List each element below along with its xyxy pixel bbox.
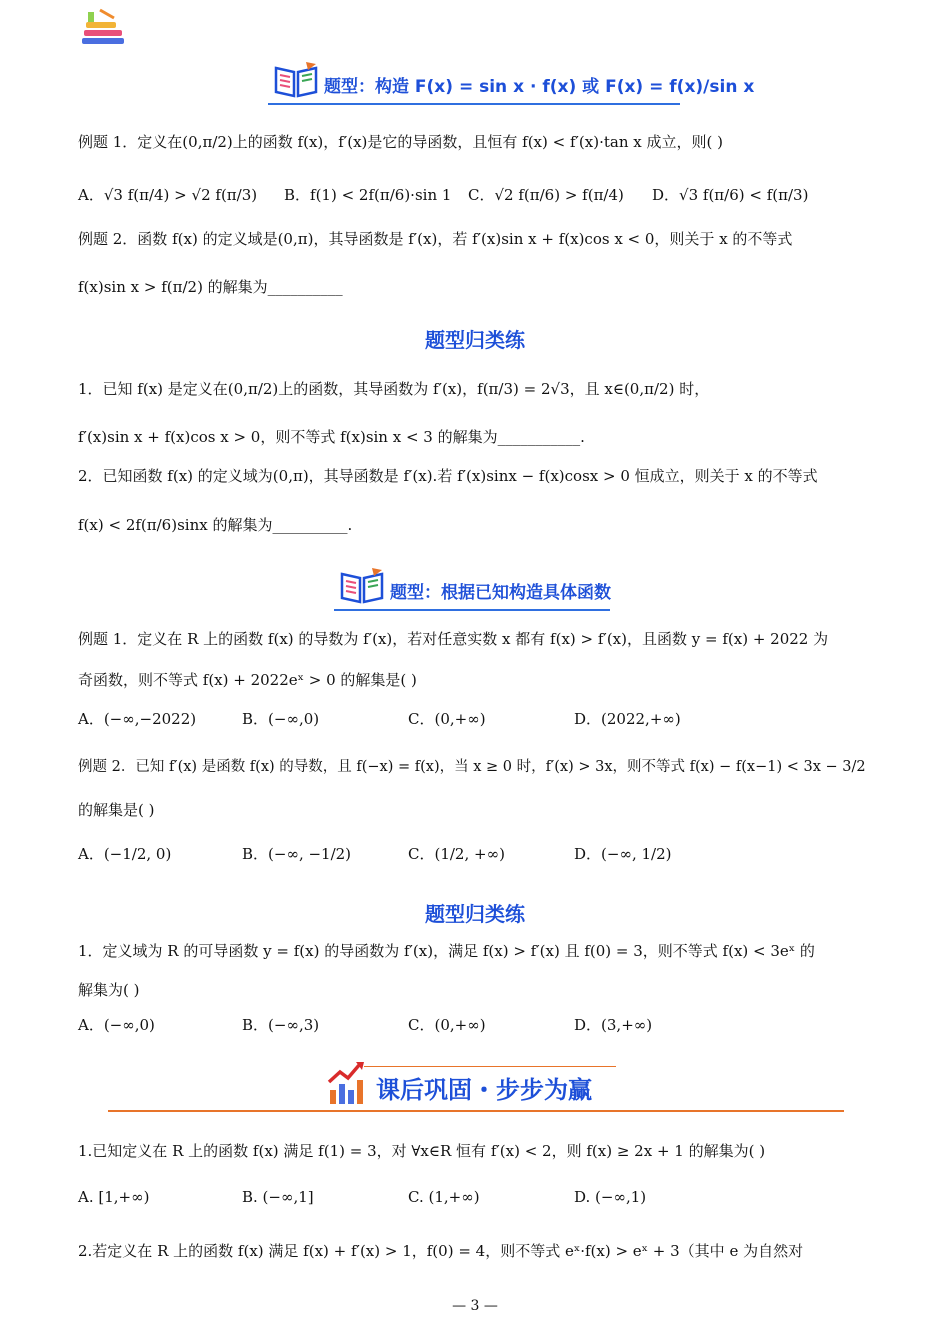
section1-title: 题型：构造 F(x) = sin x · f(x) 或 F(x) = f(x)/sin x: [324, 77, 755, 97]
practice1-q2-line1: 2．已知函数 f(x) 的定义域为(0,π)，其导函数是 f′(x).若 f′(x)sinx − f(x)cosx > 0 恒成立，则关于 x 的不等式: [78, 467, 818, 485]
practice2-q1-line2: 解集为( ): [78, 981, 140, 999]
section2-example2-option-a: A．(−1/2, 0): [78, 845, 172, 863]
section2-example1-line2: 奇函数，则不等式 f(x) + 2022eˣ > 0 的解集是( ): [78, 671, 417, 689]
section2-title: 题型：根据已知构造具体函数: [390, 583, 611, 603]
growth-chart-icon: [326, 1060, 366, 1106]
section2-underline: [334, 609, 610, 611]
section2-example1-option-d: D．(2022,+∞): [574, 710, 681, 728]
practice1-title: 题型归类练: [425, 328, 525, 352]
after-class-q1-option-a: A. [1,+∞): [78, 1188, 150, 1206]
section2-example1-option-b: B．(−∞,0): [242, 710, 320, 728]
practice2-q1-option-b: B．(−∞,3): [242, 1016, 320, 1034]
practice1-q2-line2: f(x) < 2f(π/6)sinx 的解集为__________.: [78, 516, 353, 534]
section2-example2-option-b: B．(−∞, −1/2): [242, 845, 352, 863]
practice1-q1-line2: f′(x)sin x + f(x)cos x > 0，则不等式 f(x)sin x < 3 的解集为___________.: [78, 428, 585, 446]
section1-example2-line1: 例题 2．函数 f(x) 的定义域是(0,π)，其导函数是 f′(x)，若 f′(x)sin x + f(x)cos x < 0，则关于 x 的不等式: [78, 230, 793, 248]
section1-underline: [268, 103, 680, 105]
practice2-q1-option-d: D．(3,+∞): [574, 1016, 653, 1034]
books-logo-icon: [80, 8, 128, 50]
after-class-q1-option-d: D. (−∞,1): [574, 1188, 647, 1206]
section1-example1-text: 例题 1．定义在(0,π/2)上的函数 f(x)，f′(x)是它的导函数，且恒有 f(x) < f′(x)·tan x 成立，则( ): [78, 133, 723, 151]
after-class-q1-option-b: B. (−∞,1]: [242, 1188, 314, 1206]
after-class-top-line: [364, 1066, 616, 1067]
practice2-q1-line1: 1．定义域为 R 的可导函数 y = f(x) 的导函数为 f′(x)，满足 f(x) > f′(x) 且 f(0) = 3，则不等式 f(x) < 3eˣ 的: [78, 942, 815, 960]
practice2-title: 题型归类练: [425, 902, 525, 926]
after-class-q1-line: 1.已知定义在 R 上的函数 f(x) 满足 f(1) = 3，对 ∀x∈R 恒有 f′(x) < 2，则 f(x) ≥ 2x + 1 的解集为( ): [78, 1142, 766, 1160]
section2-example2-option-d: D．(−∞, 1/2): [574, 845, 672, 863]
book-icon: [272, 60, 320, 100]
after-class-underline: [108, 1110, 844, 1112]
after-class-q1-option-c: C. (1,+∞): [408, 1188, 480, 1206]
section2-example1-option-a: A．(−∞,−2022): [78, 710, 197, 728]
section2-example2-line1: 例题 2．已知 f′(x) 是函数 f(x) 的导数，且 f(−x) = f(x)，当 x ≥ 0 时，f′(x) > 3x，则不等式 f(x) − f(x−1) < 3x − 3/2: [78, 759, 866, 775]
section2-example1-option-c: C．(0,+∞): [408, 710, 486, 728]
section1-example1-option-b: B．f(1) < 2f(π/6)·sin 1: [284, 186, 452, 204]
section2-example2-line2: 的解集是( ): [78, 801, 155, 819]
section2-example1-line1: 例题 1．定义在 R 上的函数 f(x) 的导数为 f′(x)，若对任意实数 x 都有 f(x) > f′(x)，且函数 y = f(x) + 2022 为: [78, 630, 829, 648]
practice2-q1-option-a: A．(−∞,0): [78, 1016, 155, 1034]
section1-example2-line2: f(x)sin x > f(π/2) 的解集为__________: [78, 278, 343, 296]
after-class-q2-line: 2.若定义在 R 上的函数 f(x) 满足 f(x) + f′(x) > 1，f(0) = 4，则不等式 eˣ·f(x) > eˣ + 3（其中 e 为自然对: [78, 1242, 804, 1260]
section2-example2-option-c: C．(1/2, +∞): [408, 845, 505, 863]
section1-example1-option-c: C．√2 f(π/6) > f(π/4): [468, 186, 624, 204]
page-number: — 3 —: [452, 1298, 498, 1314]
practice2-q1-option-c: C．(0,+∞): [408, 1016, 486, 1034]
section1-example1-option-d: D．√3 f(π/6) < f(π/3): [652, 186, 809, 204]
section1-example1-option-a: A．√3 f(π/4) > √2 f(π/3): [78, 186, 258, 204]
practice1-q1-line1: 1．已知 f(x) 是定义在(0,π/2)上的函数，其导函数为 f′(x)，f(π/3) = 2√3，且 x∈(0,π/2) 时，: [78, 380, 710, 398]
after-class-title: 课后巩固・步步为赢: [376, 1076, 592, 1104]
book-icon: [338, 566, 386, 606]
